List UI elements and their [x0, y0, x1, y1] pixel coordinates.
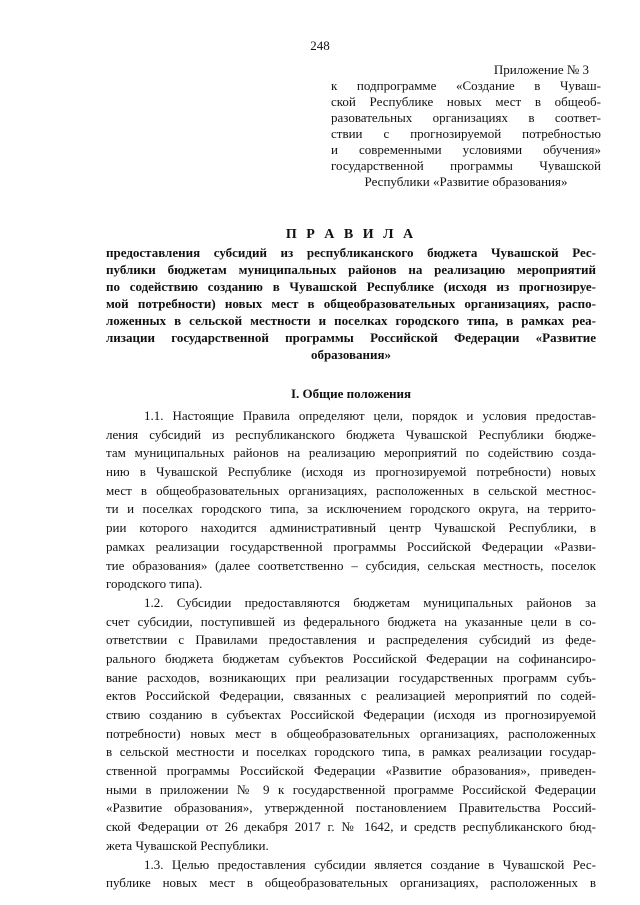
paragraph-line: ными в приложении № 9 к государственной программе Российской Федерации: [106, 781, 596, 797]
paragraph-line: мест в общеобразовательных организациях, расположенных в сельской местнос-: [106, 482, 596, 498]
title-line: публики бюджетам муниципальных районов на реализацию мероприятий: [106, 262, 596, 277]
appendix-title: Приложение № 3: [493, 62, 589, 77]
paragraph-1-1: [106, 407, 596, 594]
title-line: предоставления субсидий из республиканского бюджета Чувашской Рес-: [106, 245, 596, 260]
paragraph-line: в сельской местности и поселках городского типа, в рамках реализации государ-: [106, 744, 596, 760]
paragraph-line: ответствии с Правилами предоставления и распределения субсидий из феде-: [106, 632, 596, 648]
appendix-line: государственной программы Чувашской: [331, 158, 601, 173]
paragraph-line: 1.2. Субсидии предоставляются бюджетам муниципальных районов за: [144, 594, 596, 610]
paragraph-line: ствию созданию в субъектах Российской Федерации (исходя из прогнозируемой: [106, 707, 596, 722]
appendix-line: разовательных организациях в соответ-: [331, 110, 601, 125]
appendix-header: [331, 62, 601, 190]
appendix-line: и современными условиями обучения»: [331, 142, 601, 157]
paragraph-line: нию в Чувашской Республике (исходя из прогнозируемой потребности) новых: [106, 464, 596, 480]
paragraph-line: ской Федерации от 26 декабря 2017 г. № 1642, и средств республиканского бюд-: [106, 819, 596, 835]
appendix-line: ской Республике новых мест в общеоб-: [331, 94, 601, 109]
paragraph-1-2: [106, 594, 596, 856]
paragraph-line: ектов Российской Федерации, связанных с реализацией мероприятий по содей-: [106, 688, 596, 704]
title-line: ложенных в сельской местности и поселках городского типа, в рамках реа-: [106, 313, 596, 328]
paragraph-line: публике новых мест в общеобразовательных организациях, расположенных в: [106, 875, 596, 891]
paragraph-line: «Развитие образования», утвержденной постановлением Правительства Россий-: [106, 800, 596, 816]
title-line: мой потребности) новых мест в общеобразовательных организациях, распо-: [106, 296, 596, 311]
paragraph-1-3: [106, 856, 596, 893]
paragraph-line: рамках реализации государственной программы Российской Федерации «Разви-: [106, 538, 596, 554]
paragraph-line: ления субсидий из республиканского бюджета Чувашской Республики бюдже-: [106, 426, 596, 442]
paragraph-line: вание расходов, возникающих при реализации государственных программ субъ-: [106, 669, 596, 685]
paragraph-line: рального бюджета бюджетам субъектов Российской Федерации на софинансиро-: [106, 650, 596, 666]
paragraph-line: 1.1. Настоящие Правила определяют цели, порядок и условия предостав-: [144, 408, 596, 423]
page-number: 248: [310, 38, 330, 53]
paragraph-line: ти и поселках городского типа, за исключением городского округа, на террито-: [106, 501, 596, 517]
appendix-line: Республики «Развитие образования»: [364, 174, 568, 189]
title-line: образования»: [310, 347, 392, 362]
paragraph-line: жета Чувашской Республики.: [106, 837, 269, 853]
body-text: [106, 407, 596, 893]
title-main: П Р А В И Л А: [285, 227, 417, 242]
appendix-line: ствии с прогнозируемой потребностью: [331, 126, 601, 141]
paragraph-line: рии которого находится административный центр Чувашской Республики, в: [106, 520, 596, 536]
paragraph-line: 1.3. Целью предоставления субсидии является создание в Чувашской Рес-: [144, 856, 596, 872]
paragraph-line: ственной программы Российской Федерации «Развитие образования», приведен-: [106, 763, 596, 779]
section-heading: I. Общие положения: [291, 386, 411, 401]
title-line: по содействию созданию в Чувашской Республике (исходя из прогнозируе-: [106, 279, 596, 294]
paragraph-line: счет субсидии, поступившей из федерального бюджета на указанные цели в со-: [106, 613, 596, 629]
paragraph-line: потребности) новых мест в общеобразовательных организациях, расположенных: [106, 725, 596, 741]
appendix-line: к подпрограмме «Создание в Чуваш-: [331, 78, 601, 93]
paragraph-line: городского типа).: [106, 576, 203, 592]
paragraph-line: там муниципальных районов на реализацию мероприятий по содействию созда-: [106, 445, 596, 461]
paragraph-line: тие образования» (далее соответственно – субсидия, сельская местность, поселок: [106, 557, 596, 573]
title-line: лизации государственной программы Российской Федерации «Развитие: [106, 330, 596, 345]
document-title: [106, 226, 596, 363]
